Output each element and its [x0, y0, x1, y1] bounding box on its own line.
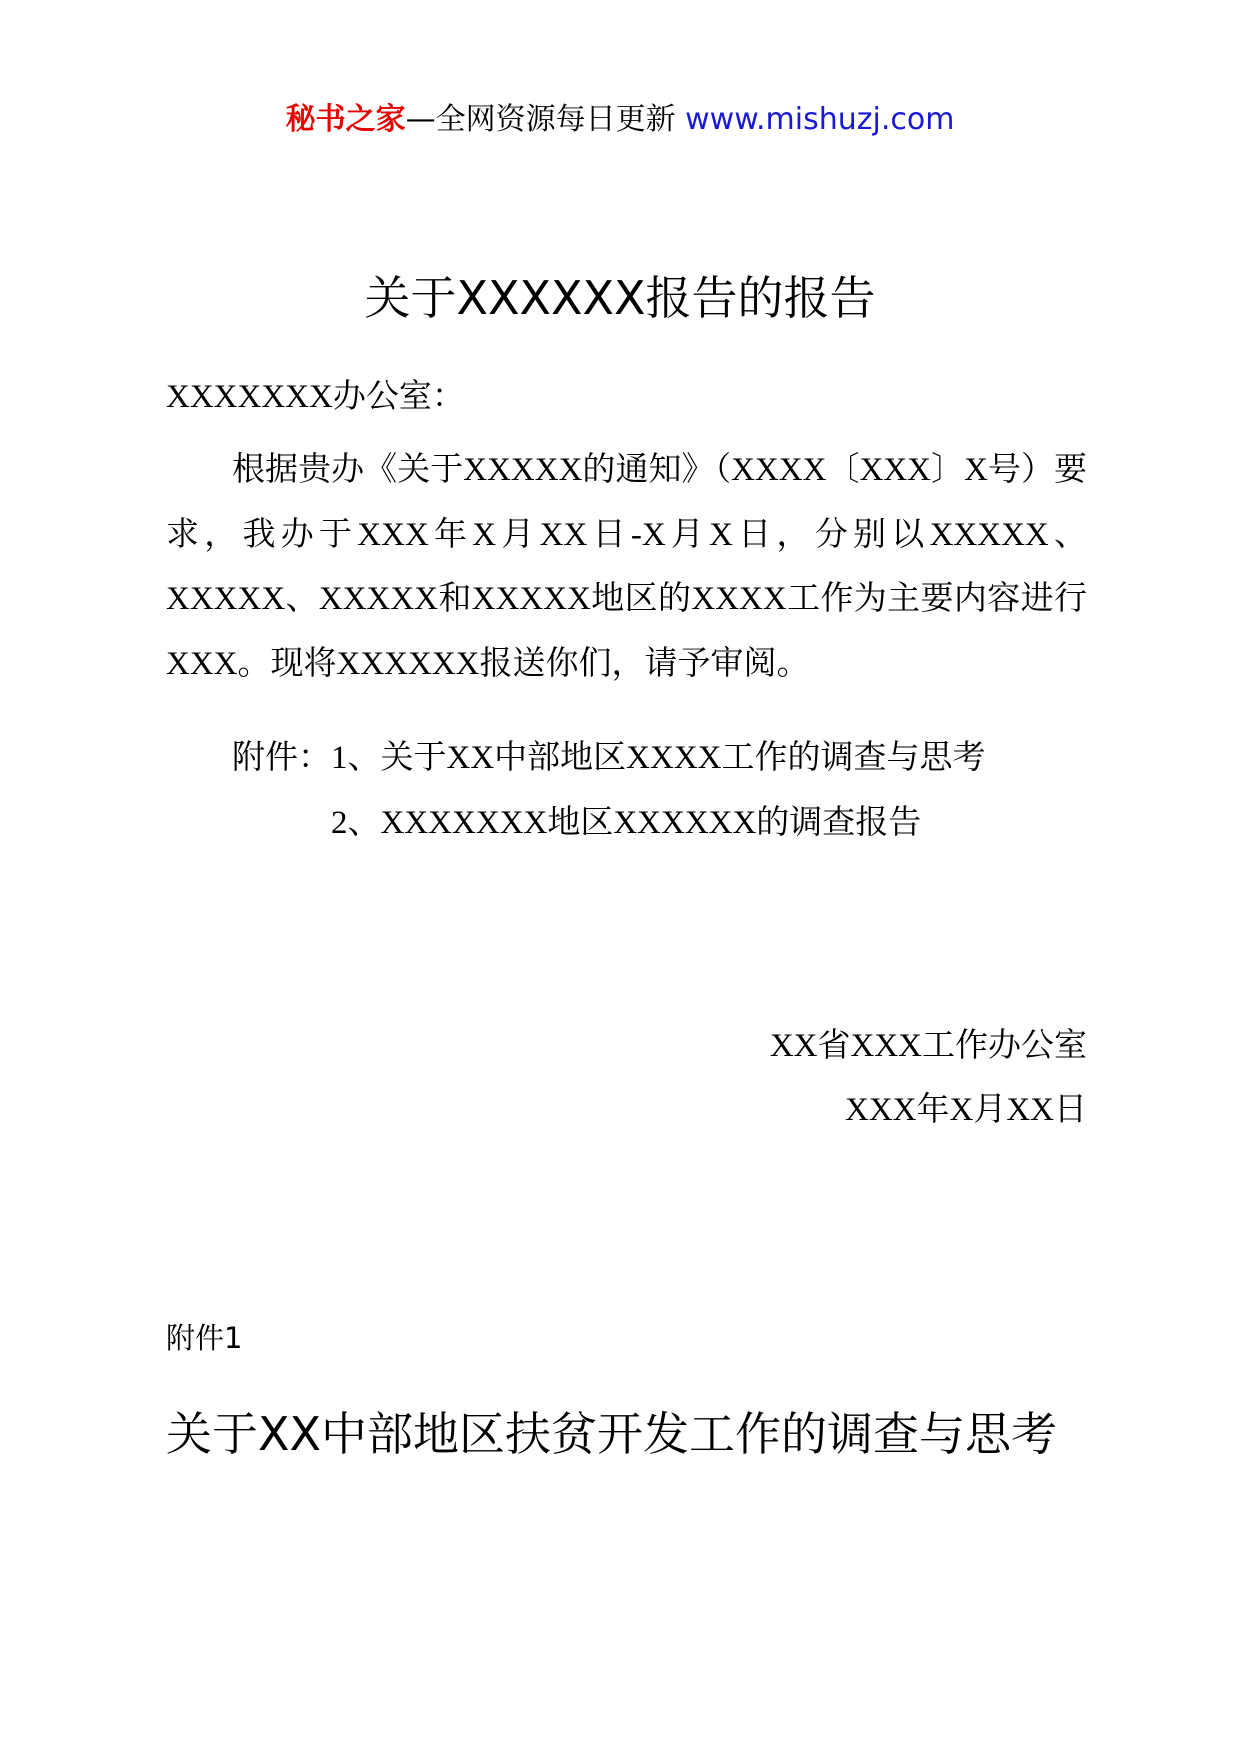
- brand-name: 秘书之家: [285, 102, 406, 137]
- appendix-title: 关于XX中部地区扶贫开发工作的调查与思考: [166, 1407, 1058, 1461]
- site-banner: [0, 100, 1240, 140]
- attachment-item-2: 2、XXXXXXX地区XXXXXX的调查报告: [331, 805, 922, 841]
- appendix-label: 附件1: [166, 1321, 243, 1355]
- document-title: 关于XXXXXX报告的报告: [364, 271, 876, 325]
- body-paragraph: 根据贵办《关于XXXXX的通知》（XXXX〔XXX〕X号）要求，我办于XXX年X月XX日-X月X日，分别以XXXXX、XXXXX、XXXXX和XXXXX地区的XXXX工作为主要内容进行XXX。现将XXXXXX报送你们，请予审阅。: [166, 452, 1087, 682]
- salutation: XXXXXXX办公室：: [166, 379, 465, 415]
- signature-organization: XX省XXX工作办公室: [769, 1028, 1087, 1064]
- attachment-item-1: 附件：1、关于XX中部地区XXXX工作的调查与思考: [232, 740, 986, 776]
- signature-date: XXX年X月XX日: [845, 1092, 1087, 1128]
- site-url-link[interactable]: www.mishuzj.com: [685, 102, 955, 137]
- banner-slogan: —全网资源每日更新: [405, 102, 686, 137]
